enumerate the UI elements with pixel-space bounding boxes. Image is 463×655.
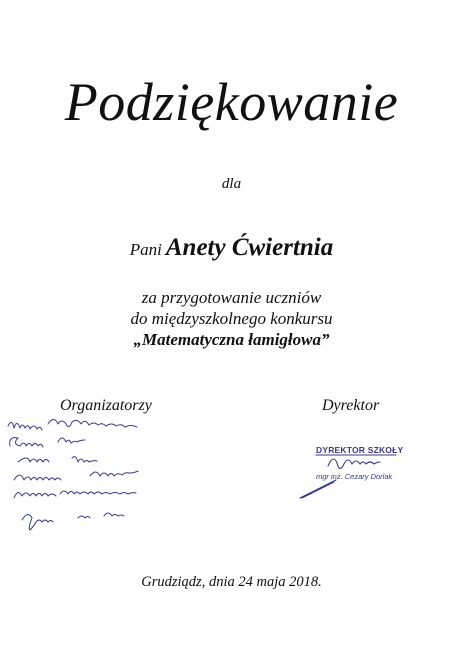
signature-4	[14, 471, 138, 480]
organizers-label: Organizatorzy	[60, 397, 152, 414]
certificate-title: Podziękowanie	[64, 72, 399, 132]
signature-6	[22, 513, 124, 530]
contest-name: „Matematyczna łamigłowa”	[133, 330, 330, 349]
director-label: Dyrektor	[322, 397, 380, 414]
reason-line-1: za przygotowanie uczniów	[141, 288, 322, 307]
stamp-title: DYREKTOR SZKOŁY	[316, 445, 404, 455]
signature-5	[14, 491, 136, 498]
stamp-name: mgr inż. Cezary Dorlak	[316, 472, 393, 481]
organizer-signatures	[0, 412, 200, 534]
signature-3	[18, 457, 97, 462]
signature-2	[10, 438, 85, 447]
place-and-date: Grudziądz, dnia 24 maja 2018.	[141, 574, 322, 590]
for-word: dla	[221, 176, 242, 192]
recipient-name: Anety Ćwiertnia	[165, 234, 334, 261]
recipient-prefix: Pani	[129, 240, 162, 259]
reason-block	[0, 287, 463, 350]
signature-1	[8, 420, 137, 431]
recipient-line	[0, 234, 463, 262]
reason-line-2: do międzyszkolnego konkursu	[130, 309, 333, 328]
